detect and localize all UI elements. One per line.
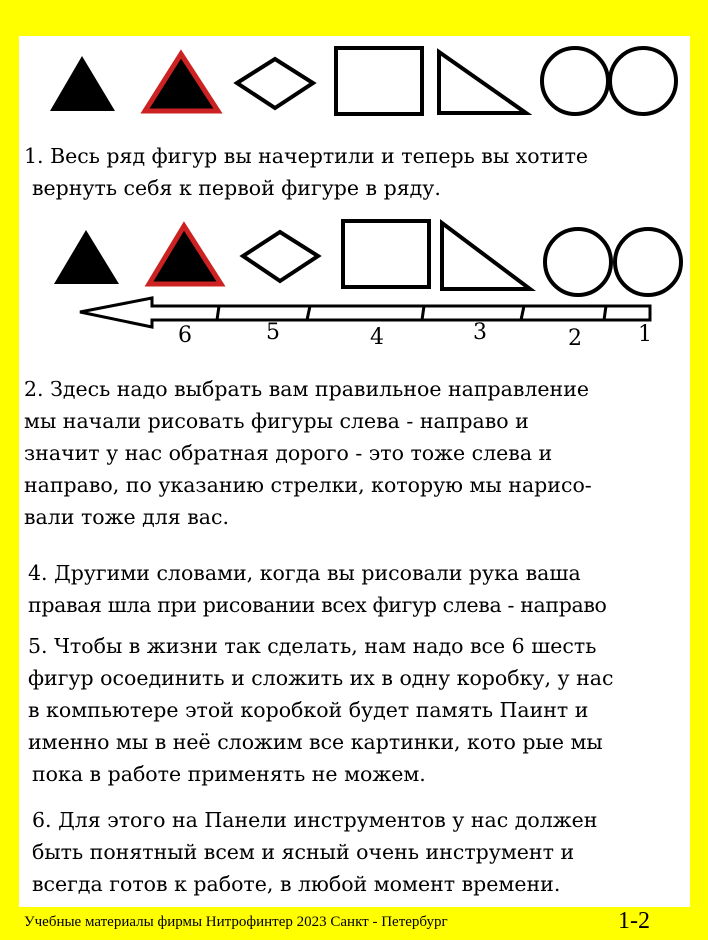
text-line: всегда готов к работе, в любой момент времени.: [32, 872, 561, 896]
square-shape: [343, 221, 429, 287]
red-outlined-triangle-shape: [145, 54, 218, 111]
text-line: 6. Для этого на Панели инструментов у нас должен: [32, 808, 598, 832]
black-triangle-shape: [54, 230, 119, 284]
page-number: 1-2: [618, 908, 650, 934]
right-triangle-shape: [439, 52, 526, 113]
text-line: значит у нас обратная дорого - это тоже слева и: [24, 441, 553, 465]
circle-shape: [610, 48, 676, 114]
text-line: пока в работе применять не можем.: [32, 762, 426, 786]
circle-shape: [545, 229, 611, 295]
arrow-number: 3: [473, 320, 487, 345]
paragraph-4: [28, 557, 607, 621]
diamond-shape: [243, 232, 318, 281]
paragraph-1: [24, 140, 588, 204]
text-line: в компьютере этой коробкой будет память Паинт и: [28, 698, 589, 722]
diamond-shape: [237, 59, 313, 108]
text-line: фигур осоединить и сложить их в одну коробку, у нас: [28, 666, 614, 690]
arrow-number: 4: [370, 325, 384, 350]
arrow-number: 2: [568, 326, 582, 351]
text-line: 1. Весь ряд фигур вы начертили и теперь вы хотите: [24, 144, 589, 168]
text-line: быть понятный всем и ясный очень инструмент и: [32, 840, 575, 864]
paragraph-5: [28, 630, 613, 790]
footer: [24, 906, 694, 940]
text-line: вали тоже для вас.: [24, 505, 230, 529]
shapes-row-top: [50, 48, 676, 114]
footer-text: Учебные материалы фирмы Нитрофинтер 2023 Санкт - Петербург: [24, 914, 448, 930]
paragraph-2: [24, 373, 592, 533]
square-shape: [336, 48, 422, 114]
left-arrow: [80, 298, 650, 327]
text-line: 5. Чтобы в жизни так сделать, нам надо все 6 шесть: [28, 634, 597, 658]
text-line: 2. Здесь надо выбрать вам правильное направление: [24, 377, 590, 401]
paragraph-6: [32, 804, 597, 900]
text-line: 4. Другими словами, когда вы рисовали рука ваша: [28, 561, 581, 585]
text-line: правая шла при рисовании всех фигур слева - направо: [28, 593, 607, 617]
black-triangle-shape: [50, 56, 115, 111]
right-triangle-shape: [442, 223, 530, 289]
red-outlined-triangle-shape: [149, 226, 221, 284]
arrow-number: 5: [266, 320, 280, 345]
arrow-number: 1: [638, 322, 652, 347]
text-line: направо, по указанию стрелки, которую мы нарисо-: [24, 473, 592, 497]
text-line: вернуть себя к первой фигуре в ряду.: [32, 176, 441, 200]
circle-shape: [542, 48, 608, 114]
shapes-row-bottom: [54, 221, 681, 295]
circle-shape: [615, 229, 681, 295]
text-line: именно мы в неё сложим все картинки, кото рые мы: [28, 730, 603, 754]
arrow-number: 6: [178, 323, 192, 348]
text-line: мы начали рисовать фигуры слева - направо и: [24, 409, 529, 433]
